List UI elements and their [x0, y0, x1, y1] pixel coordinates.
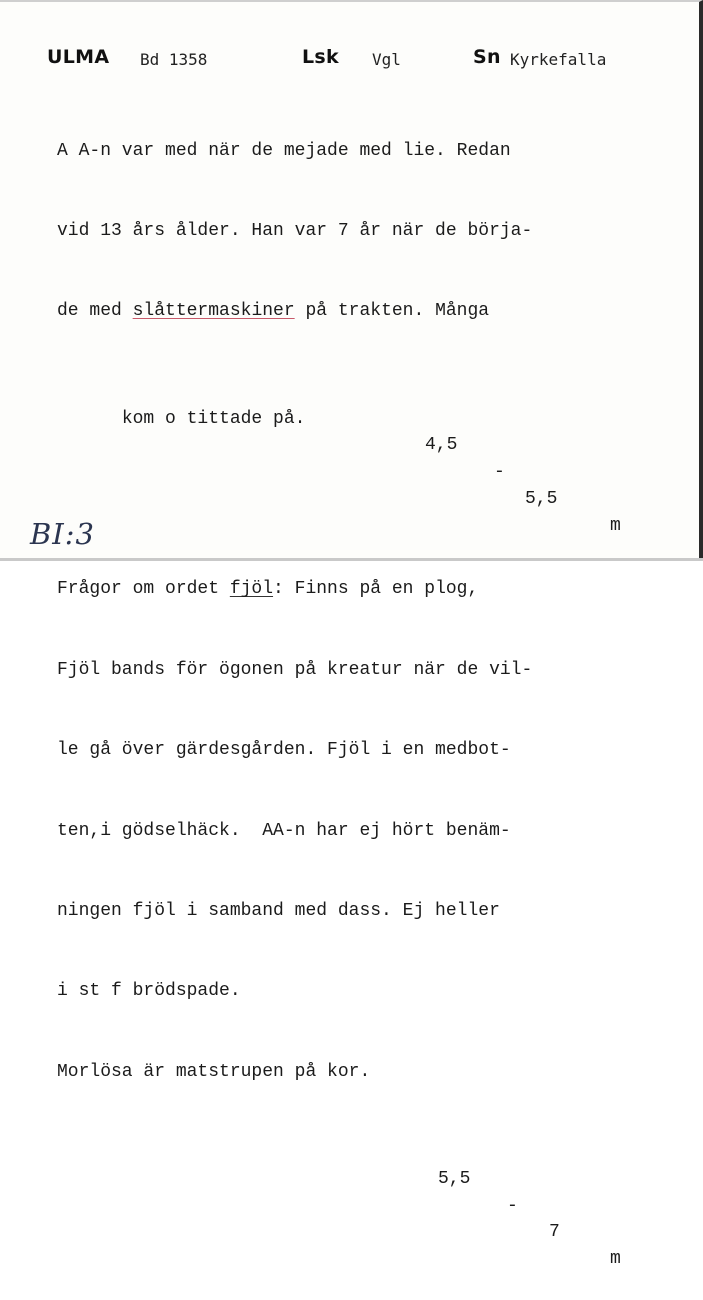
- card-header: [0, 46, 703, 76]
- entry1-line: A A-n var med när de mejade med lie. Redan: [57, 140, 511, 161]
- entry2-text: : Finns på en plog,: [273, 579, 479, 600]
- ulma-label: ULMA: [47, 46, 110, 68]
- entry1-text: de med: [57, 301, 133, 322]
- range-from: 4,5: [425, 435, 458, 456]
- underlined-term: slåttermaskiner: [132, 301, 295, 322]
- entry1-text: kom o tittade på.: [121, 408, 306, 429]
- card-body: [57, 84, 657, 1270]
- entry2-line: Fjöl bands för ögonen på kreatur när de vil-: [57, 659, 533, 680]
- entry2-line: ningen fjöl i samband med dass. Ej heller: [57, 900, 500, 921]
- entry2-line: i st f brödspade.: [57, 981, 241, 1002]
- range-to: 7: [549, 1222, 560, 1243]
- entry2-line: Morlösa är matstrupen på kor.: [57, 1061, 371, 1082]
- spacer: [57, 486, 657, 496]
- entry1-text: på trakten. Många: [294, 301, 490, 322]
- entry2-line: ten,i gödselhäck. AA-n har ej hört benäm-: [57, 820, 511, 841]
- range-from: 5,5: [438, 1168, 471, 1189]
- range-unit: m: [610, 1249, 621, 1270]
- entry2-text: Frågor om ordet: [57, 579, 230, 600]
- entry2-line: [57, 576, 657, 603]
- range-dash: -: [494, 462, 505, 483]
- handwritten-code: BI:3: [30, 517, 95, 551]
- lsk-value: Vgl: [372, 50, 401, 69]
- card-edge: [0, 558, 703, 561]
- range-to: 5,5: [525, 488, 558, 509]
- entry1-line: vid 13 års ålder. Han var 7 år när de börja-: [57, 220, 533, 241]
- ulma-reference: Bd 1358: [140, 50, 208, 69]
- range-unit: m: [610, 515, 621, 536]
- underlined-term: fjöl: [229, 579, 274, 600]
- entry2-line: [57, 1139, 657, 1270]
- entry1-line: [57, 379, 657, 536]
- entry2-line: le gå över gärdesgården. Fjöl i en medbot-: [57, 740, 511, 761]
- sn-label: Sn: [473, 46, 501, 68]
- sn-value: Kyrkefalla: [510, 50, 607, 69]
- range-dash: -: [507, 1195, 518, 1216]
- lsk-label: Lsk: [302, 46, 339, 68]
- entry1-line: [57, 298, 657, 325]
